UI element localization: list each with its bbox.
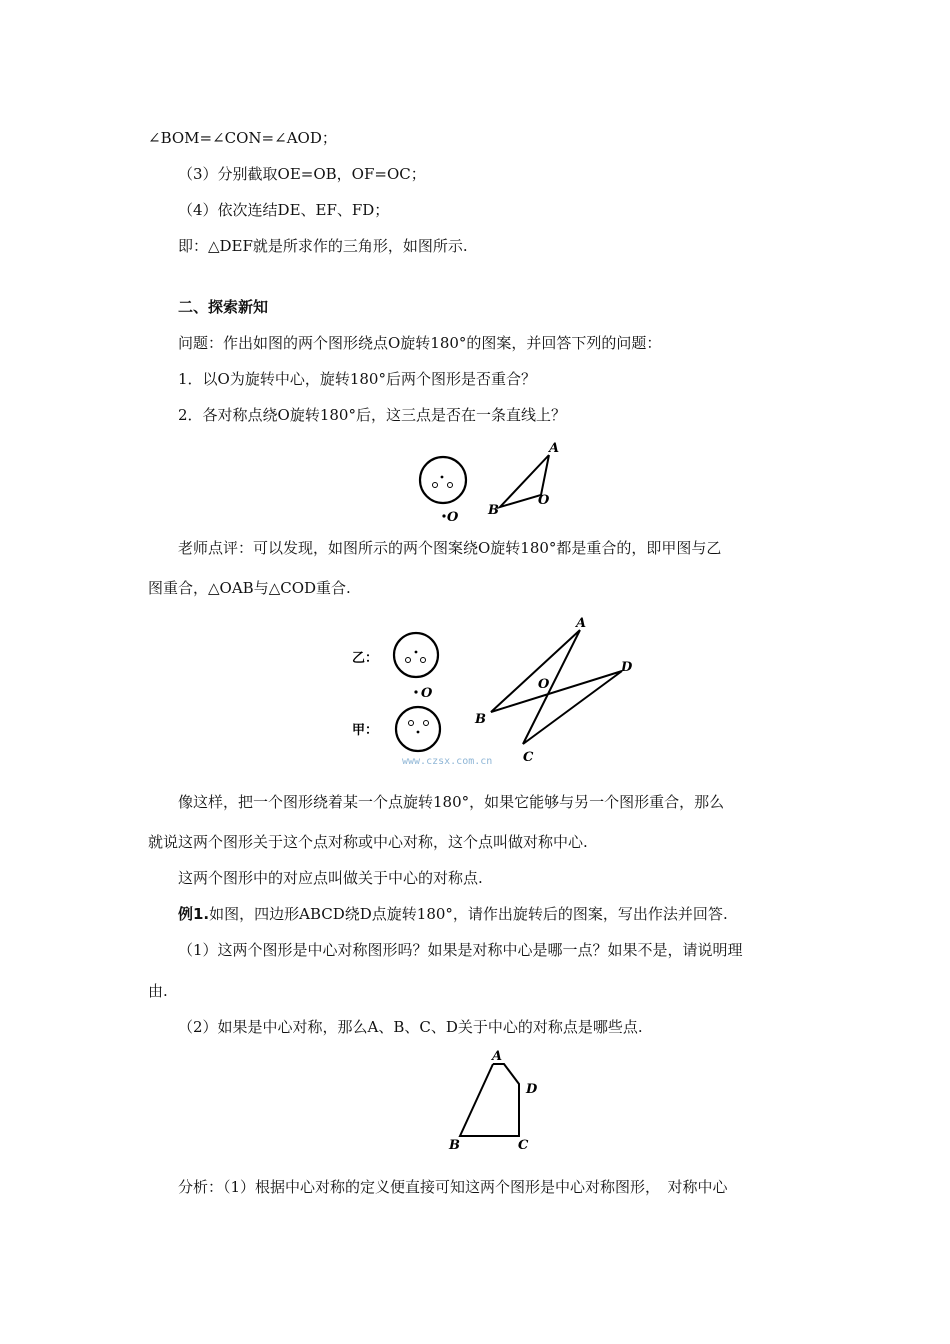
label-a: A <box>549 441 560 456</box>
label-a: A <box>492 1049 503 1064</box>
circle-jia <box>396 707 440 751</box>
text-question-intro: 问题：作出如图的两个图形绕点O旋转180°的图案，并回答下列的问题： <box>178 334 662 352</box>
caption-yi: 乙： <box>352 651 379 666</box>
circle-shape <box>420 457 466 503</box>
caption-jia: 甲： <box>352 723 379 738</box>
small-circle <box>421 658 426 663</box>
figure-central-symmetry <box>350 612 650 772</box>
center-dot <box>417 731 420 734</box>
label-b: B <box>475 712 486 727</box>
text-example-q2: （2）如果是中心对称，那么A、B、C、D关于中心的对称点是哪些点. <box>178 1018 643 1036</box>
center-dot <box>441 476 444 479</box>
example-label: 例1. <box>178 905 210 923</box>
text-analysis: 分析：（1）根据中心对称的定义便直接可知这两个图形是中心对称图形， 对称中心 <box>178 1178 728 1196</box>
center-dot <box>415 651 418 654</box>
text-comment-2: 图重合，△OAB与△COD重合. <box>148 579 351 597</box>
small-circle <box>406 658 411 663</box>
label-o-circle: O <box>421 686 433 701</box>
example-text: 如图，四边形ABCD绕D点旋转180°，请作出旋转后的图案，写出作法并回答. <box>209 905 728 923</box>
label-o-circle: O <box>447 510 459 525</box>
figure-quadrilateral-abcd <box>440 1048 550 1154</box>
text-conclusion: 即：△DEF就是所求作的三角形，如图所示. <box>178 237 468 255</box>
triangles-oab-cod <box>491 630 622 744</box>
text-example-q1-end: 由. <box>148 982 168 1000</box>
label-b: B <box>488 503 499 518</box>
text-definition-3: 这两个图形中的对应点叫做关于中心的对称点. <box>178 869 483 887</box>
text-step-3: （3）分别截取OE=OB，OF=OC； <box>178 165 426 183</box>
label-d: D <box>526 1082 538 1097</box>
point-o <box>414 690 417 693</box>
text-example-q1: （1）这两个图形是中心对称图形吗？如果是对称中心是哪一点？如果不是，请说明理 <box>178 941 743 959</box>
text-question-2: 2．各对称点绕O旋转180°后，这三点是否在一条直线上？ <box>178 406 566 424</box>
section-heading: 二、探索新知 <box>178 298 269 316</box>
text-question-1: 1．以O为旋转中心，旋转180°后两个图形是否重合？ <box>178 370 536 388</box>
label-c: C <box>518 1138 529 1153</box>
text-definition-1: 像这样，把一个图形绕着某一个点旋转180°，如果它能够与另一个图形重合，那么 <box>178 793 725 811</box>
text-definition-2: 就说这两个图形关于这个点对称或中心对称，这个点叫做对称中心. <box>148 833 588 851</box>
watermark-text: www.czsx.com.cn <box>402 756 493 767</box>
text-step-4: （4）依次连结DE、EF、FD； <box>178 201 390 219</box>
point-o <box>442 514 445 517</box>
label-c: C <box>523 750 534 765</box>
small-circle <box>424 721 429 726</box>
label-a: A <box>576 616 587 631</box>
small-circle <box>448 483 453 488</box>
circle-yi <box>394 633 438 677</box>
example-1 <box>178 904 728 924</box>
text-angle-equality: ∠BOM=∠CON=∠AOD； <box>148 129 337 147</box>
text-comment-1: 老师点评：可以发现，如图所示的两个图案绕O旋转180°都是重合的，即甲图与乙 <box>178 539 722 557</box>
label-b: B <box>449 1138 460 1153</box>
label-d: D <box>621 660 633 675</box>
small-circle <box>433 483 438 488</box>
small-circle <box>409 721 414 726</box>
label-o: O <box>538 493 550 508</box>
label-o: O <box>538 677 550 692</box>
quadrilateral-abcd <box>460 1064 519 1136</box>
figure-rotation-problem <box>410 438 580 530</box>
